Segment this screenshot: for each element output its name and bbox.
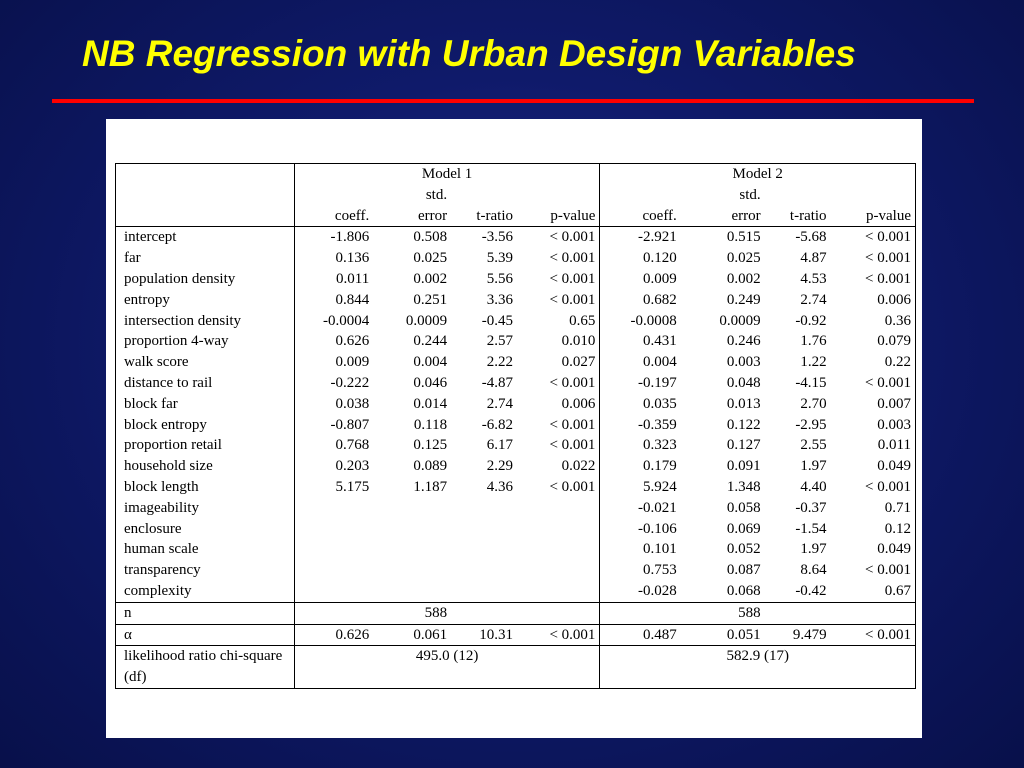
variable-label: block entropy — [116, 415, 295, 436]
m1-pvalue-cell: < 0.001 — [517, 477, 600, 498]
m1-alpha-tratio: 10.31 — [451, 624, 517, 646]
m2-std-header: std. — [739, 186, 761, 203]
m1-pvalue-cell — [517, 539, 600, 560]
m1-coeff-cell — [294, 581, 373, 602]
n-label: n — [116, 602, 295, 624]
m1-coeff-cell — [294, 498, 373, 519]
variable-label: transparency — [116, 560, 295, 581]
m2-coeff-cell: -2.921 — [638, 229, 677, 246]
variable-label: intersection density — [116, 311, 295, 332]
m1-coeff-cell: -0.807 — [330, 416, 370, 433]
m1-error-cell: 0.118 — [413, 416, 448, 433]
m1-pvalue-cell: < 0.001 — [517, 269, 600, 290]
header-label-cell — [116, 164, 295, 185]
m2-lr-value: 582.9 (17) — [600, 646, 916, 689]
m1-error-cell: 0.004 — [413, 354, 448, 371]
lr-row — [116, 646, 916, 689]
m1-tratio-cell — [451, 581, 517, 602]
m2-error-cell: 0.087 — [726, 562, 761, 579]
m1-tratio-cell: 2.29 — [486, 458, 514, 475]
alpha-label: α — [116, 624, 295, 646]
m2-pvalue-cell: < 0.001 — [831, 477, 916, 498]
m2-coeff-cell: -0.359 — [638, 416, 677, 433]
m2-error-cell: 0.052 — [726, 541, 761, 558]
m2-pvalue-cell: < 0.001 — [831, 227, 916, 248]
m1-pvalue-cell — [517, 581, 600, 602]
table-row — [116, 227, 916, 248]
m2-header-blank — [831, 185, 916, 206]
m1-n-blank — [451, 602, 600, 624]
m2-tratio-cell: -0.37 — [795, 499, 827, 516]
m1-coeff-cell: 0.768 — [335, 437, 370, 454]
header-label-cell — [116, 206, 295, 227]
table-header — [116, 164, 916, 227]
table-row — [116, 519, 916, 540]
m2-coeff-cell: 0.179 — [643, 458, 677, 475]
m2-error-header: error — [681, 206, 765, 227]
m1-tratio-cell: 5.56 — [486, 270, 514, 287]
m1-coeff-cell: -1.806 — [330, 229, 370, 246]
m2-error-cell: 1.348 — [726, 478, 761, 495]
m2-error-cell: 0.091 — [726, 458, 761, 475]
m2-tratio-cell: -2.95 — [795, 416, 827, 433]
m2-tratio-cell: -0.92 — [795, 312, 827, 329]
m2-tratio-cell: 1.22 — [800, 354, 827, 371]
m2-pvalue-cell: 0.007 — [831, 394, 916, 415]
m1-header-blank — [517, 185, 600, 206]
table-row — [116, 311, 916, 332]
table-row — [116, 581, 916, 602]
m2-alpha-error: 0.051 — [681, 624, 765, 646]
variable-label: entropy — [116, 290, 295, 311]
n-row — [116, 602, 916, 624]
title-underline — [52, 99, 974, 103]
m2-tratio-cell: 4.53 — [800, 270, 827, 287]
m2-n-blank — [765, 602, 916, 624]
m1-tratio-cell: 6.17 — [486, 437, 514, 454]
m2-coeff-cell: -0.0008 — [630, 312, 677, 329]
m2-pvalue-cell: 0.006 — [831, 290, 916, 311]
m1-pvalue-cell: < 0.001 — [517, 415, 600, 436]
m2-pvalue-cell: 0.003 — [831, 415, 916, 436]
m1-alpha-pvalue: < 0.001 — [517, 624, 600, 646]
m1-pvalue-cell: < 0.001 — [517, 248, 600, 269]
m2-alpha-pvalue: < 0.001 — [831, 624, 916, 646]
m1-error-cell — [373, 560, 451, 581]
variable-label: distance to rail — [116, 373, 295, 394]
m2-tratio-cell: -0.42 — [795, 582, 827, 599]
m2-coeff-header: coeff. — [600, 206, 681, 227]
m2-error-cell: 0.122 — [726, 416, 761, 433]
m2-n-value: 588 — [600, 602, 765, 624]
m2-tratio-cell: 8.64 — [800, 562, 827, 579]
m2-pvalue-cell: 0.71 — [831, 498, 916, 519]
table-row — [116, 415, 916, 436]
variable-label: human scale — [116, 539, 295, 560]
m2-coeff-cell: 0.120 — [643, 250, 677, 267]
table-row — [116, 456, 916, 477]
m2-tratio-cell: -5.68 — [795, 229, 827, 246]
m2-error-cell: 0.0009 — [719, 312, 761, 329]
m1-error-cell: 0.046 — [413, 374, 448, 391]
m1-tratio-cell: -3.56 — [481, 229, 514, 246]
m1-error-cell: 0.002 — [413, 270, 448, 287]
m2-error-cell: 0.246 — [726, 333, 761, 350]
variable-label: complexity — [116, 581, 295, 602]
m1-pvalue-cell: < 0.001 — [517, 227, 600, 248]
m1-error-cell — [373, 581, 451, 602]
m1-error-cell: 0.125 — [413, 437, 448, 454]
m1-pvalue-cell: < 0.001 — [517, 290, 600, 311]
variable-label: block far — [116, 394, 295, 415]
m2-tratio-cell: 1.76 — [800, 333, 827, 350]
m2-tratio-cell: 4.40 — [800, 478, 827, 495]
m2-tratio-cell: 1.97 — [800, 541, 827, 558]
m1-alpha-error: 0.061 — [373, 624, 451, 646]
m1-error-cell: 0.251 — [413, 291, 448, 308]
m1-tratio-cell: -4.87 — [481, 374, 514, 391]
m1-coeff-cell: -0.222 — [330, 374, 370, 391]
m2-coeff-cell: 0.682 — [643, 291, 677, 308]
m2-pvalue-cell: < 0.001 — [831, 248, 916, 269]
m2-error-cell: 0.013 — [726, 395, 761, 412]
variable-label: enclosure — [116, 519, 295, 540]
m1-error-cell: 0.014 — [413, 395, 448, 412]
m1-tratio-cell — [451, 498, 517, 519]
m1-error-cell: 0.025 — [413, 250, 448, 267]
m1-coeff-cell — [294, 539, 373, 560]
m1-error-cell: 0.244 — [413, 333, 448, 350]
m1-pvalue-cell: 0.010 — [517, 331, 600, 352]
m2-coeff-cell: 0.753 — [643, 562, 677, 579]
table-row — [116, 394, 916, 415]
m1-coeff-cell: 0.203 — [335, 458, 370, 475]
m1-error-cell — [373, 539, 451, 560]
m1-pvalue-cell — [517, 498, 600, 519]
m2-error-cell: 0.068 — [726, 582, 761, 599]
m2-error-cell: 0.058 — [726, 499, 761, 516]
m1-coeff-cell: 0.626 — [335, 333, 370, 350]
alpha-row — [116, 624, 916, 646]
m2-pvalue-header: p-value — [831, 206, 916, 227]
model1-header: Model 1 — [294, 164, 600, 185]
variable-label: proportion retail — [116, 435, 295, 456]
m1-tratio-cell: 3.36 — [486, 291, 514, 308]
m1-tratio-header: t-ratio — [451, 206, 517, 227]
m2-pvalue-cell: 0.011 — [831, 435, 916, 456]
m1-pvalue-cell: < 0.001 — [517, 435, 600, 456]
variable-label: walk score — [116, 352, 295, 373]
m2-tratio-cell: 2.55 — [800, 437, 827, 454]
slide-title: NB Regression with Urban Design Variables — [82, 33, 856, 74]
m1-error-cell: 0.0009 — [405, 312, 448, 329]
table-row — [116, 498, 916, 519]
m2-coeff-cell: 0.431 — [643, 333, 677, 350]
m1-tratio-cell: -6.82 — [481, 416, 514, 433]
m1-coeff-cell: 0.009 — [335, 354, 370, 371]
m1-tratio-cell: 2.74 — [486, 395, 514, 412]
m1-coeff-cell — [294, 519, 373, 540]
table-row — [116, 477, 916, 498]
m2-alpha-tratio: 9.479 — [765, 624, 831, 646]
m1-tratio-cell: 4.36 — [486, 478, 514, 495]
m2-pvalue-cell: 0.049 — [831, 456, 916, 477]
m2-pvalue-cell: 0.12 — [831, 519, 916, 540]
variable-rows — [116, 227, 916, 602]
table-row — [116, 248, 916, 269]
m2-tratio-cell: 2.74 — [800, 291, 827, 308]
m2-error-cell: 0.002 — [726, 270, 761, 287]
m2-error-cell: 0.048 — [726, 374, 761, 391]
m1-tratio-cell: 2.22 — [486, 354, 514, 371]
m1-pvalue-cell: 0.022 — [517, 456, 600, 477]
m1-error-cell — [373, 519, 451, 540]
table-row — [116, 290, 916, 311]
m1-coeff-cell: 0.038 — [335, 395, 370, 412]
m2-tratio-cell: -1.54 — [795, 520, 827, 537]
m1-header-blank — [294, 185, 373, 206]
m2-error-cell: 0.003 — [726, 354, 761, 371]
header-label-cell — [116, 185, 295, 206]
m2-coeff-cell: 0.009 — [643, 270, 677, 287]
m2-coeff-cell: 0.004 — [643, 354, 677, 371]
variable-label: proportion 4-way — [116, 331, 295, 352]
m2-alpha-coeff: 0.487 — [600, 624, 681, 646]
m2-tratio-cell: 4.87 — [800, 250, 827, 267]
table-row — [116, 560, 916, 581]
m1-header-blank — [451, 185, 517, 206]
variable-label: far — [116, 248, 295, 269]
table-row — [116, 539, 916, 560]
m1-coeff-cell: 0.136 — [335, 250, 370, 267]
variable-label: block length — [116, 477, 295, 498]
table-panel — [106, 119, 922, 738]
m1-lr-value: 495.0 (12) — [294, 646, 600, 689]
m2-tratio-cell: -4.15 — [795, 374, 827, 391]
m1-pvalue-cell — [517, 560, 600, 581]
m1-pvalue-cell: 0.027 — [517, 352, 600, 373]
m2-pvalue-cell: 0.36 — [831, 311, 916, 332]
m2-coeff-cell: 5.924 — [643, 478, 677, 495]
m2-error-cell: 0.069 — [726, 520, 761, 537]
m2-coeff-cell: 0.101 — [643, 541, 677, 558]
m2-coeff-cell: -0.028 — [638, 582, 677, 599]
m1-pvalue-cell: 0.006 — [517, 394, 600, 415]
m1-error-cell: 0.508 — [413, 229, 448, 246]
m2-coeff-cell: -0.197 — [638, 374, 677, 391]
m1-coeff-cell: 5.175 — [335, 478, 370, 495]
m2-pvalue-cell: 0.67 — [831, 581, 916, 602]
regression-table — [115, 163, 916, 689]
m1-error-cell: 1.187 — [413, 478, 448, 495]
table-row — [116, 352, 916, 373]
variable-label: intercept — [116, 227, 295, 248]
m2-pvalue-cell: < 0.001 — [831, 560, 916, 581]
m2-pvalue-cell: < 0.001 — [831, 373, 916, 394]
m1-tratio-cell — [451, 560, 517, 581]
m1-pvalue-cell: < 0.001 — [517, 373, 600, 394]
m1-tratio-cell — [451, 519, 517, 540]
m2-header-blank — [765, 185, 831, 206]
table-row — [116, 373, 916, 394]
m1-coeff-cell: 0.011 — [336, 270, 370, 287]
m2-coeff-cell: -0.021 — [638, 499, 677, 516]
m1-tratio-cell: 5.39 — [486, 250, 514, 267]
table-row — [116, 435, 916, 456]
m2-error-cell: 0.025 — [726, 250, 761, 267]
m2-header-blank — [600, 185, 681, 206]
m2-tratio-cell: 1.97 — [800, 458, 827, 475]
m2-pvalue-cell: < 0.001 — [831, 269, 916, 290]
m2-pvalue-cell: 0.22 — [831, 352, 916, 373]
m2-coeff-cell: 0.035 — [643, 395, 677, 412]
m1-coeff-cell — [294, 560, 373, 581]
m2-coeff-cell: -0.106 — [638, 520, 677, 537]
m1-pvalue-cell — [517, 519, 600, 540]
m2-pvalue-cell: 0.049 — [831, 539, 916, 560]
variable-label: population density — [116, 269, 295, 290]
m2-coeff-cell: 0.323 — [643, 437, 677, 454]
m1-tratio-cell: 2.57 — [486, 333, 514, 350]
m2-error-cell: 0.127 — [726, 437, 761, 454]
m1-coeff-cell: -0.0004 — [322, 312, 370, 329]
m1-pvalue-cell: 0.65 — [517, 311, 600, 332]
m1-coeff-cell: 0.844 — [335, 291, 370, 308]
m1-tratio-cell — [451, 539, 517, 560]
m2-error-cell: 0.249 — [726, 291, 761, 308]
variable-label: household size — [116, 456, 295, 477]
m1-error-cell — [373, 498, 451, 519]
summary-rows — [116, 602, 916, 688]
table-row — [116, 269, 916, 290]
m1-error-header: error — [373, 206, 451, 227]
m1-pvalue-header: p-value — [517, 206, 600, 227]
m1-coeff-header: coeff. — [294, 206, 373, 227]
model2-header: Model 2 — [600, 164, 916, 185]
variable-label: imageability — [116, 498, 295, 519]
m2-error-cell: 0.515 — [726, 229, 761, 246]
table-row — [116, 331, 916, 352]
m1-alpha-coeff: 0.626 — [294, 624, 373, 646]
m1-n-value: 588 — [294, 602, 451, 624]
m2-tratio-cell: 2.70 — [800, 395, 827, 412]
lr-label: likelihood ratio chi-square (df) — [116, 646, 295, 689]
m1-error-cell: 0.089 — [413, 458, 448, 475]
m1-std-header: std. — [425, 186, 448, 203]
m2-tratio-header: t-ratio — [765, 206, 831, 227]
m2-pvalue-cell: 0.079 — [831, 331, 916, 352]
m1-tratio-cell: -0.45 — [481, 312, 514, 329]
